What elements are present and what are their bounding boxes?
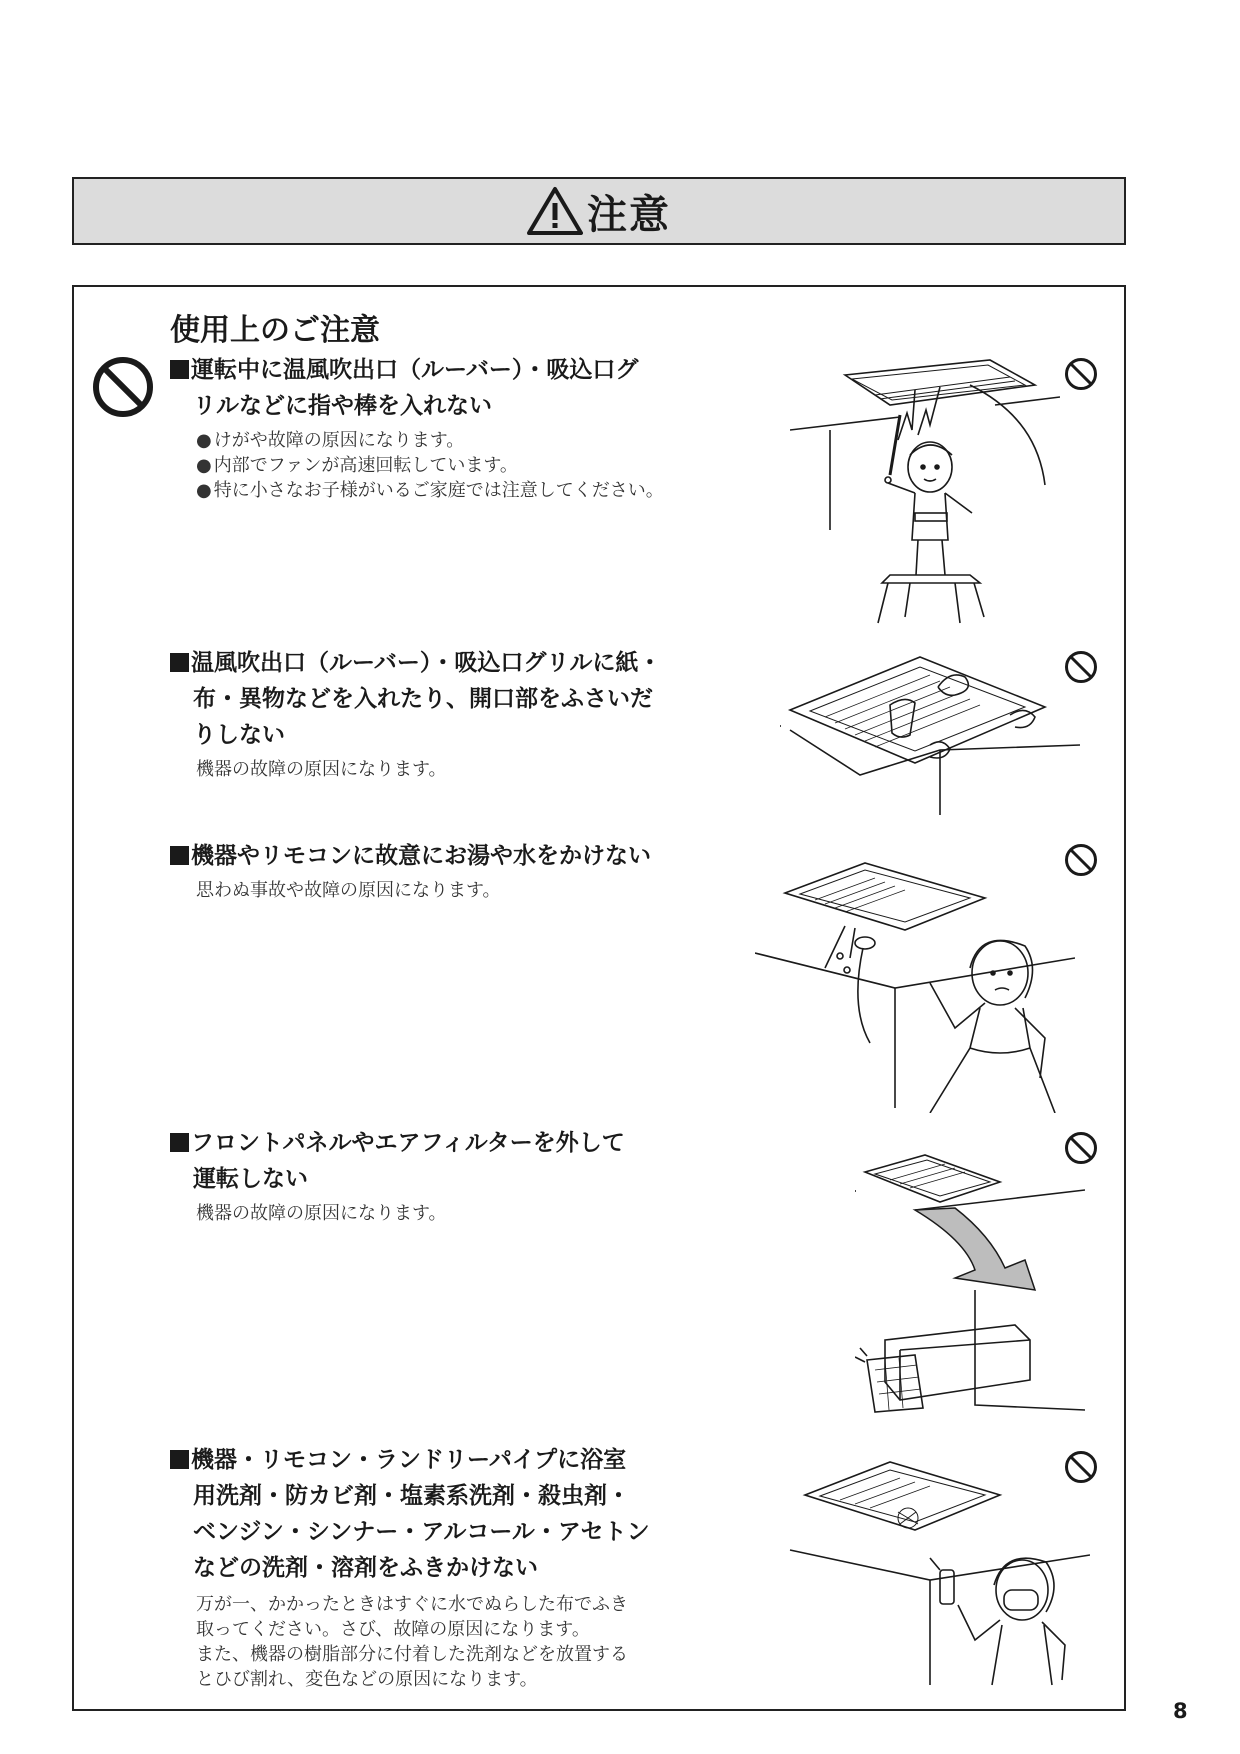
detergent-spray-illustration <box>780 1440 1090 1690</box>
item-bullet: ● 内部でファンが高速回転しています。 <box>196 453 730 478</box>
item-heading-line: 運転しない <box>193 1166 308 1192</box>
item-heading <box>170 645 730 753</box>
item-heading-line: フロントパネルやエアフィルターを外して <box>191 1130 625 1156</box>
item-body-line: とひび割れ、変色などの原因になります。 <box>196 1669 538 1690</box>
page-number: 8 <box>1173 1699 1188 1723</box>
prohibition-icon <box>92 356 154 418</box>
item-heading <box>170 1442 730 1586</box>
square-bullet-icon <box>170 846 189 865</box>
water-spray-illustration <box>755 858 1075 1113</box>
caution-item-5 <box>170 1442 730 1692</box>
square-bullet-icon <box>170 360 189 379</box>
item-heading <box>170 838 730 874</box>
item-bullet: ● 特に小さなお子様がいるご家庭では注意してください。 <box>196 478 730 503</box>
warning-triangle-icon <box>527 186 583 236</box>
caution-title: 注意 <box>587 191 671 238</box>
item-heading-line: 用洗剤・防カビ剤・塩素系洗剤・殺虫剤・ <box>193 1483 630 1509</box>
item-body-text: ● けがや故障の原因になります。 <box>196 428 730 453</box>
item-heading-line: 運転中に温風吹出口（ルーバー）・吸込口グ <box>191 357 639 383</box>
item-heading-line: 布・異物などを入れたり、開口部をふさいだ <box>193 686 653 712</box>
caution-item-3 <box>170 838 730 903</box>
square-bullet-icon <box>170 1133 189 1152</box>
item-body-text: 思わぬ事故や故障の原因になります。 <box>196 880 501 901</box>
item-heading <box>170 1125 730 1197</box>
item-body-line: 万が一、かかったときはすぐに水でぬらした布でふき <box>196 1594 628 1615</box>
caution-item-2 <box>170 645 730 782</box>
item-heading-line: ベンジン・シンナー・アルコール・アセトン <box>193 1519 650 1545</box>
caution-header <box>72 177 1126 245</box>
child-stick-illustration <box>790 355 1060 630</box>
caution-item-4 <box>170 1125 730 1226</box>
item-body-line: 取ってください。さび、故障の原因になります。 <box>196 1619 590 1640</box>
item-heading-line: 機器やリモコンに故意にお湯や水をかけない <box>191 843 651 869</box>
item-heading-line: などの洗剤・溶剤をふきかけない <box>193 1555 538 1581</box>
square-bullet-icon <box>170 653 189 672</box>
item-body-text: 機器の故障の原因になります。 <box>196 1203 447 1224</box>
section-title: 使用上のご注意 <box>170 313 380 348</box>
item-heading-line: リルなどに指や棒を入れない <box>193 393 492 419</box>
item-heading-line: 温風吹出口（ルーバー）・吸込口グリルに紙・ <box>191 650 662 676</box>
prohibition-icon <box>1064 357 1098 391</box>
item-body-line: また、機器の樹脂部分に付着した洗剤などを放置する <box>196 1644 628 1665</box>
item-heading-line: 機器・リモコン・ランドリーパイプに浴室 <box>191 1447 627 1473</box>
filter-removed-illustration <box>855 1150 1085 1420</box>
cloth-in-louver-illustration <box>780 645 1090 825</box>
item-heading-line: りしない <box>193 722 285 748</box>
caution-item-1 <box>170 352 730 503</box>
item-heading <box>170 352 730 424</box>
item-body-text: 機器の故障の原因になります。 <box>196 759 447 780</box>
square-bullet-icon <box>170 1450 189 1469</box>
